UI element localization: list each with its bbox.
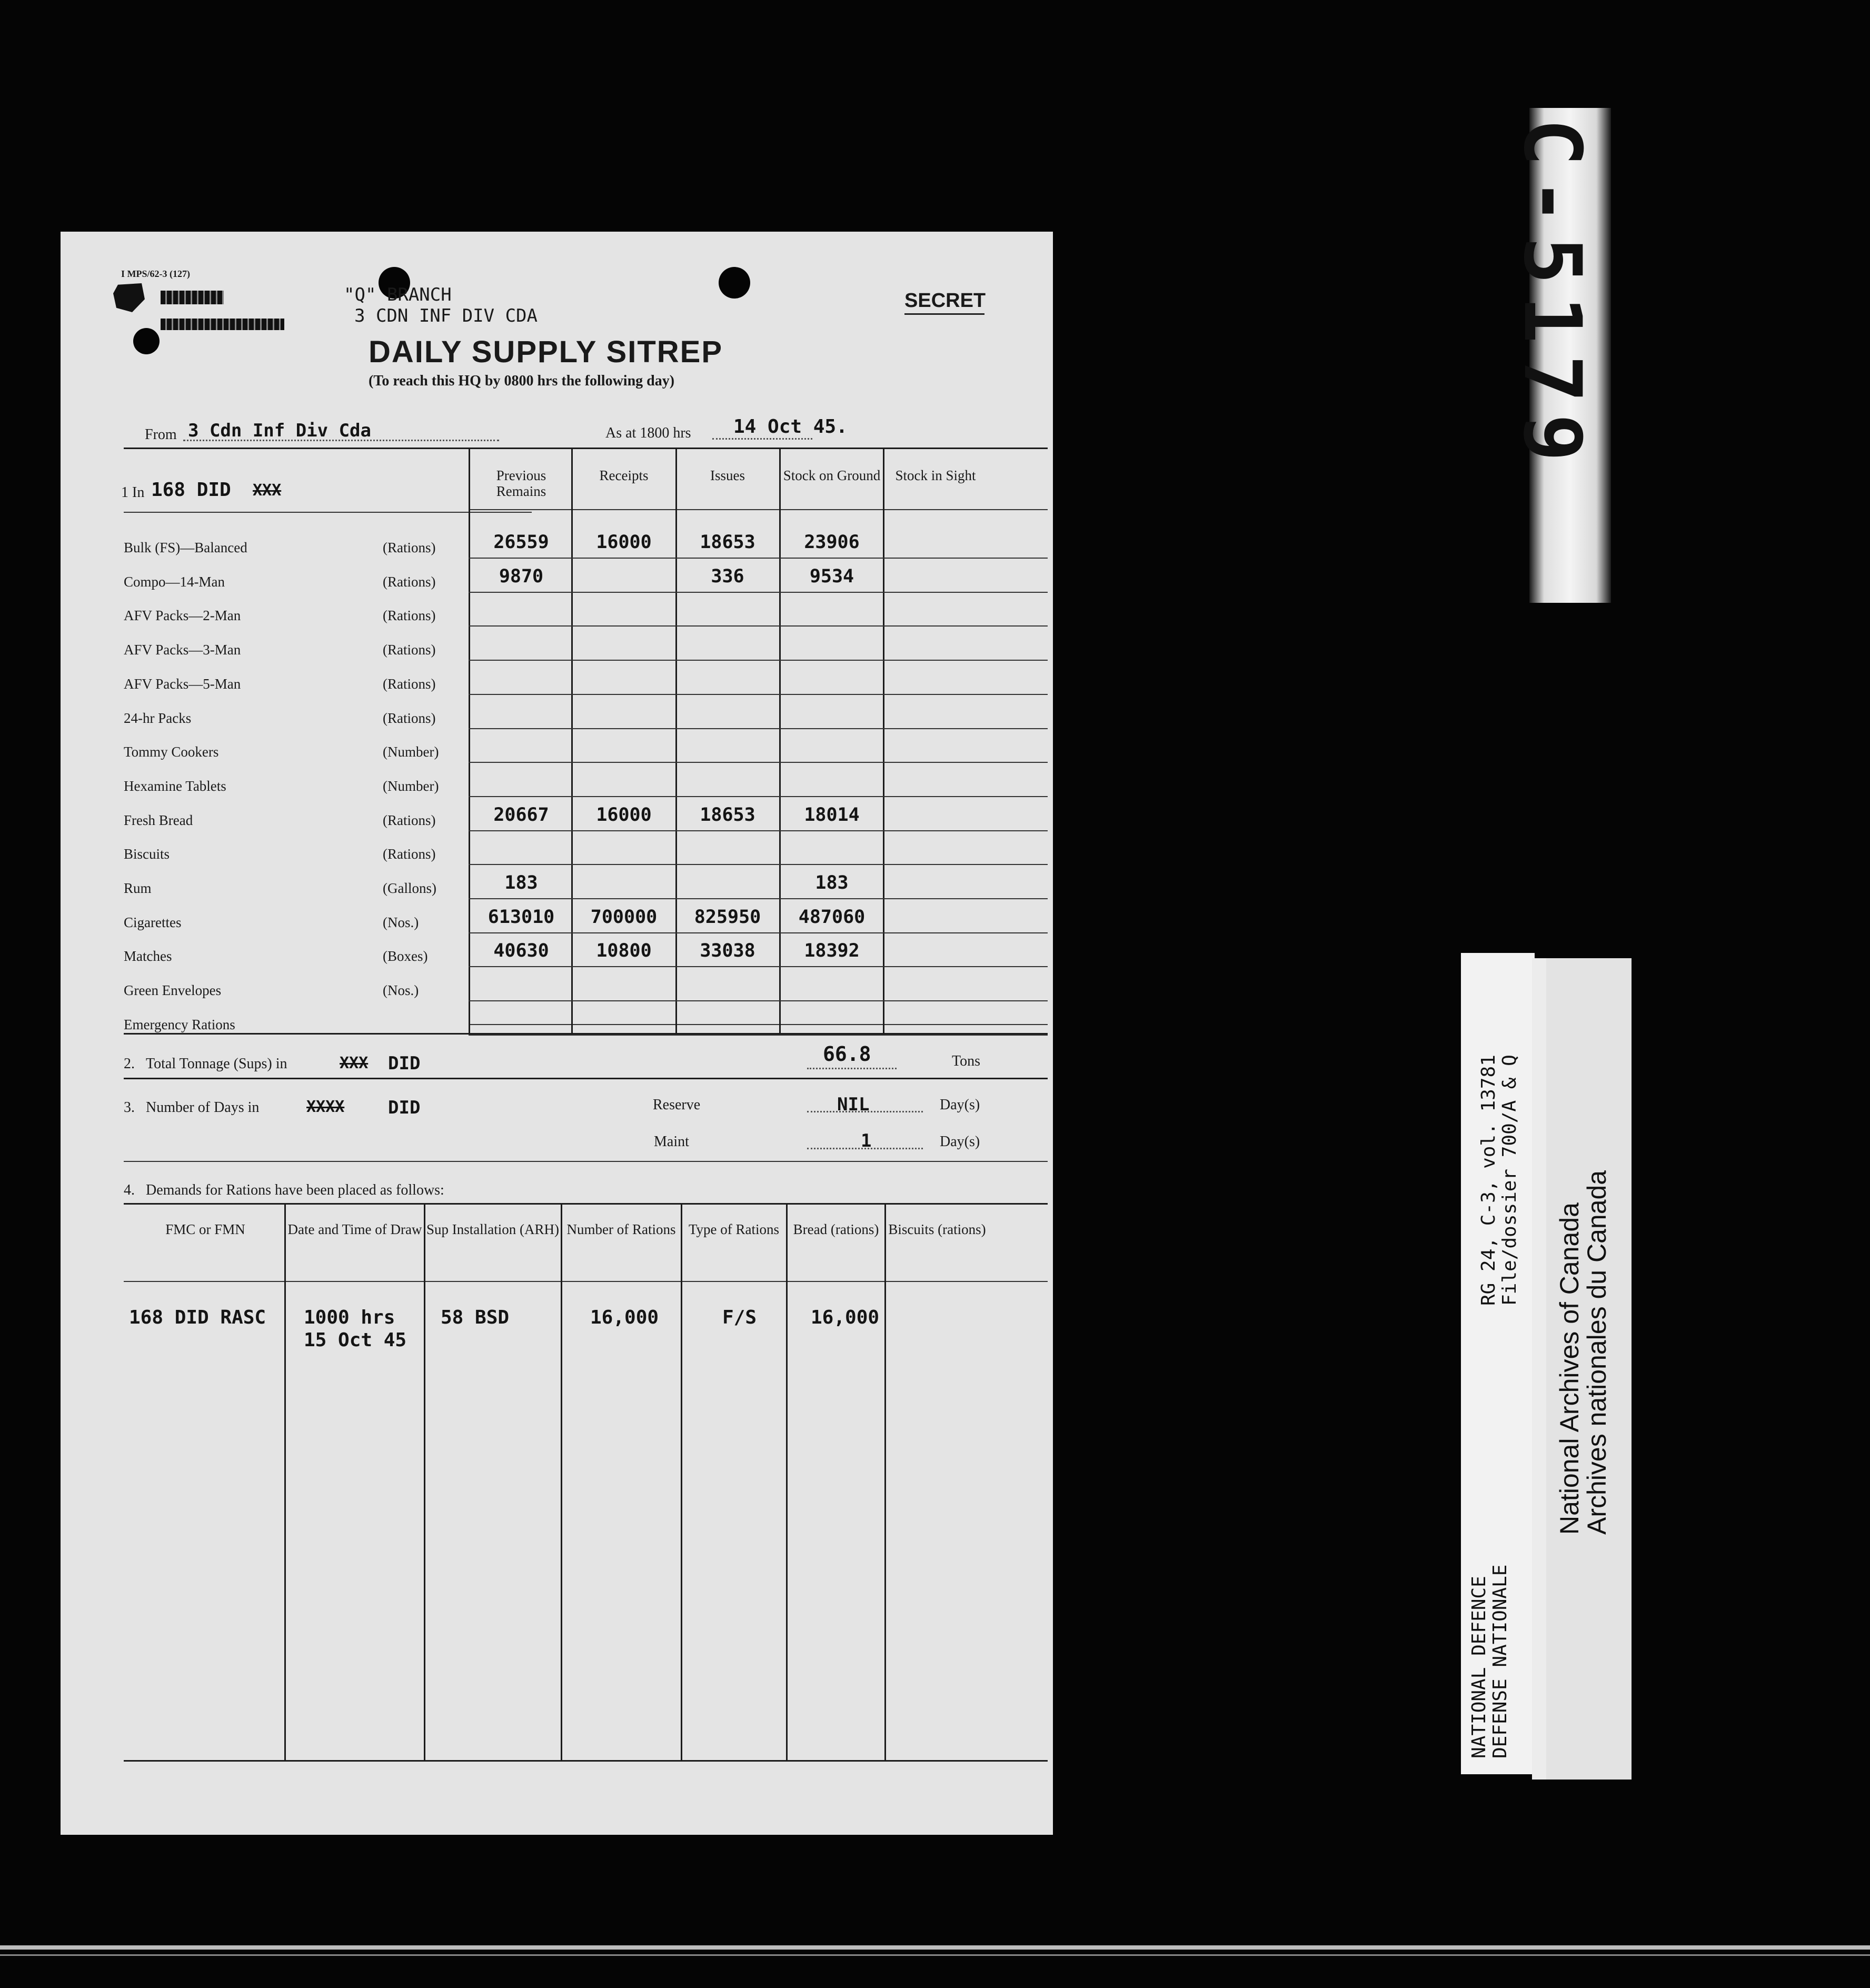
- supply-item-unit: (Boxes): [383, 948, 428, 965]
- demands-column-divider: [284, 1205, 286, 1761]
- demand-number: 16,000: [590, 1307, 659, 1328]
- maint-value: 1: [861, 1130, 872, 1151]
- column-header: Issues: [710, 468, 745, 483]
- supply-item-label: Matches: [124, 948, 172, 965]
- supply-value-cell: 700000: [590, 906, 658, 928]
- supply-value-cell: 33038: [700, 940, 755, 962]
- branch-line-1: "Q" BRANCH: [344, 284, 452, 305]
- supply-value-cell: 23906: [804, 532, 860, 553]
- supply-row-rule: [469, 864, 1048, 865]
- demands-column-header: Date and Time of Draw: [287, 1221, 422, 1237]
- supply-value-cell: 9534: [809, 565, 854, 587]
- demand-installation: 58 BSD: [441, 1307, 510, 1328]
- supply-row-rule: [469, 898, 1048, 899]
- maint-label: Maint: [654, 1134, 689, 1150]
- supply-row-rule: [469, 625, 1048, 627]
- supply-value-cell: 487060: [798, 906, 866, 928]
- demand-bread: 16,000: [811, 1307, 880, 1328]
- supply-value-cell: 40630: [493, 940, 549, 962]
- archive-reference: RG 24, C-3, vol. 13781 File/dossier 700/A & Q: [1478, 1055, 1520, 1306]
- demands-header-rule: [124, 1281, 1048, 1282]
- supply-value-cell: 18392: [804, 940, 860, 962]
- film-edge-rule: [0, 1945, 1870, 1950]
- reserve-days-label: Day(s): [940, 1097, 980, 1113]
- supply-value-cell: 26559: [493, 532, 549, 553]
- form-code: I MPS/62-3 (127): [121, 269, 190, 279]
- supply-item-unit: (Rations): [383, 846, 436, 862]
- supply-value-cell: 18653: [700, 532, 755, 553]
- supply-value-cell: 825950: [694, 906, 761, 928]
- supply-row-rule: [469, 796, 1048, 797]
- supply-item-unit: (Number): [383, 744, 439, 760]
- supply-row-rule: [469, 1000, 1048, 1001]
- demands-column-divider: [681, 1205, 682, 1761]
- supply-item-unit: (Nos.): [383, 982, 419, 999]
- demands-column-header: Number of Rations: [566, 1221, 676, 1237]
- demands-column-header: Biscuits (rations): [888, 1221, 986, 1237]
- demand-type: F/S: [722, 1307, 757, 1328]
- demands-column-divider: [424, 1205, 425, 1761]
- supply-row-rule: [469, 830, 1048, 831]
- demands-column-divider: [786, 1205, 788, 1761]
- supply-row-rule: [469, 762, 1048, 763]
- supply-item-label: Compo—14-Man: [124, 573, 225, 590]
- form-subtitle: (To reach this HQ by 0800 hrs the following day): [369, 373, 675, 389]
- section2-rule: [124, 1078, 1048, 1079]
- supply-sitrep-form: [61, 232, 1053, 1835]
- supply-item-unit: (Rations): [383, 608, 436, 624]
- branch-line-2: 3 CDN INF DIV CDA: [354, 305, 538, 326]
- supply-row-rule: [469, 558, 1048, 559]
- supply-item-label: Hexamine Tablets: [124, 778, 226, 794]
- reserve-value: NIL: [837, 1094, 870, 1115]
- section1-value: 168 DID: [151, 479, 231, 501]
- supply-value-cell: 183: [504, 872, 538, 893]
- supply-item-unit: (Gallons): [383, 880, 436, 896]
- classification: SECRET: [904, 290, 986, 312]
- as-at-value: 14 Oct 45.: [733, 416, 848, 438]
- column-header: Stock in Sight: [895, 468, 976, 483]
- supply-value-cell: 20667: [493, 804, 549, 826]
- supply-item-unit: (Rations): [383, 812, 436, 828]
- column-header: Previous Remains: [496, 468, 546, 499]
- supply-value-cell: 336: [711, 565, 744, 587]
- tons-label: Tons: [952, 1053, 981, 1069]
- from-value: 3 Cdn Inf Div Cda: [188, 420, 371, 441]
- section1-struck-text: XXX: [253, 481, 282, 500]
- from-label: From: [145, 426, 177, 443]
- demands-column-header: FMC or FMN: [165, 1221, 245, 1237]
- supply-item-unit: (Rations): [383, 675, 436, 692]
- supply-row-rule: [469, 932, 1048, 933]
- supply-row-rule: [469, 592, 1048, 593]
- demands-column-header: Type of Rations: [688, 1221, 780, 1237]
- supply-item-unit: (Rations): [383, 540, 436, 555]
- supply-value-cell: 18653: [700, 804, 755, 826]
- supply-rows: [61, 232, 1053, 1074]
- section3-rule: [124, 1161, 1048, 1162]
- reel-number: C-5179: [1506, 118, 1598, 473]
- column-header: Stock on Ground: [783, 468, 881, 483]
- supply-item-label: Rum: [124, 880, 152, 896]
- section3-label: 3. Number of Days in: [124, 1099, 260, 1116]
- supply-value-cell: 9870: [499, 565, 544, 587]
- supply-value-cell: 613010: [488, 906, 555, 928]
- supply-row-rule: [469, 660, 1048, 661]
- tonnage-dots: [807, 1068, 897, 1069]
- demands-bottom-rule: [124, 1760, 1048, 1762]
- supply-item-unit: (Number): [383, 778, 439, 794]
- supply-item-unit: (Rations): [383, 573, 436, 590]
- section2-label: 2. Total Tonnage (Sups) in: [124, 1056, 287, 1072]
- supply-item-unit: (Rations): [383, 710, 436, 726]
- department-name: NATIONAL DEFENCE DEFENSE NATIONALE: [1468, 1564, 1511, 1758]
- as-at-label: As at 1800 hrs: [605, 425, 691, 441]
- supply-value-cell: 18014: [804, 804, 860, 826]
- reserve-label: Reserve: [653, 1097, 701, 1113]
- demand-fmn: 168 DID RASC: [129, 1307, 266, 1328]
- supply-item-label: AFV Packs—2-Man: [124, 608, 241, 624]
- form-title: DAILY SUPPLY SITREP: [369, 335, 723, 369]
- supply-row-rule: [469, 966, 1048, 967]
- supply-item-unit: (Nos.): [383, 914, 419, 930]
- supply-item-unit: (Rations): [383, 642, 436, 658]
- supply-item-label: Fresh Bread: [124, 812, 193, 828]
- supply-row-rule: [469, 1035, 1048, 1036]
- section1-label: 1 In: [121, 484, 145, 501]
- section2-unit-name: DID: [388, 1053, 421, 1074]
- demands-column-header: Sup Installation (ARH): [426, 1221, 559, 1237]
- archive-name: National Archives of Canada Archives nationales du Canada: [1555, 1170, 1612, 1535]
- supply-item-label: Emergency Rations: [124, 1016, 235, 1032]
- column-header: Receipts: [599, 468, 649, 483]
- section2-struck-text: XXX: [340, 1054, 369, 1072]
- supply-row-rule: [469, 728, 1048, 729]
- supply-row-rule: [469, 694, 1048, 695]
- demands-column-header: Bread (rations): [793, 1221, 879, 1237]
- supply-item-label: Cigarettes: [124, 914, 182, 930]
- section4-label: 4. Demands for Rations have been placed as follows:: [124, 1182, 444, 1198]
- demand-draw-time: 1000 hrs: [304, 1307, 395, 1328]
- supply-item-label: AFV Packs—3-Man: [124, 642, 241, 658]
- supply-value-cell: 16000: [596, 532, 652, 553]
- supply-value-cell: 10800: [596, 940, 652, 962]
- film-edge-rule-lower: [0, 1954, 1870, 1956]
- supply-item-label: Bulk (FS)—Balanced: [124, 540, 247, 555]
- section3-struck-text: XXXX: [306, 1098, 345, 1116]
- supply-value-cell: 183: [815, 872, 849, 893]
- demands-column-divider: [884, 1205, 886, 1761]
- maint-days-label: Day(s): [940, 1134, 980, 1150]
- supply-value-cell: 16000: [596, 804, 652, 826]
- supply-item-label: 24-hr Packs: [124, 710, 192, 726]
- demand-draw-date: 15 Oct 45: [304, 1329, 407, 1351]
- section3-unit-name: DID: [388, 1097, 421, 1118]
- supply-item-label: Green Envelopes: [124, 982, 222, 999]
- demands-top-rule: [124, 1203, 1048, 1205]
- supply-item-label: Biscuits: [124, 846, 170, 862]
- supply-item-label: AFV Packs—5-Man: [124, 675, 241, 692]
- total-tonnage-value: 66.8: [823, 1042, 871, 1066]
- demands-column-divider: [561, 1205, 562, 1761]
- supply-item-label: Tommy Cookers: [124, 744, 219, 760]
